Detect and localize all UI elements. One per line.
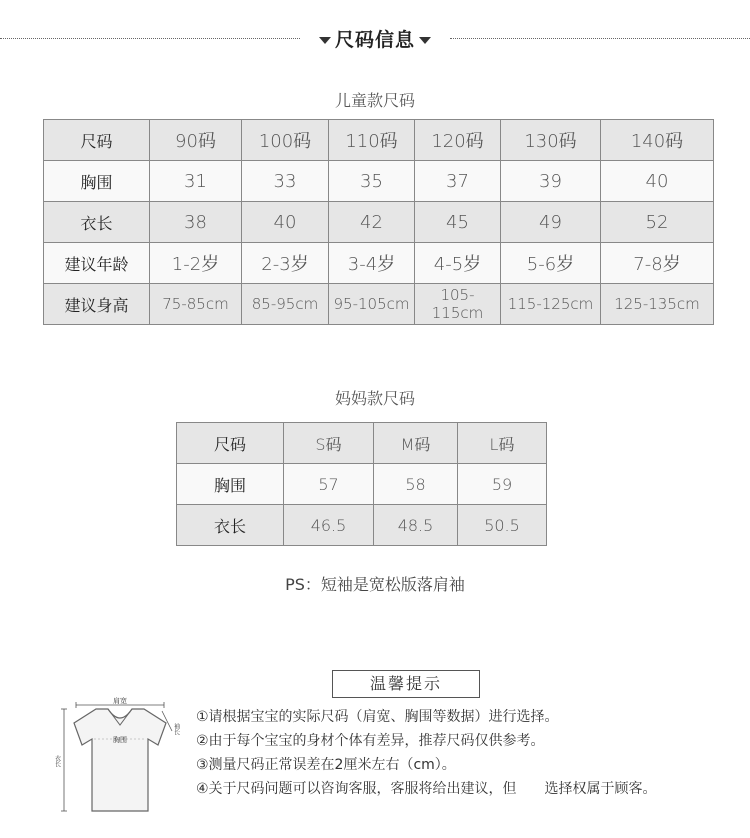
table-cell: 3-4岁 <box>329 243 415 284</box>
table-row <box>177 505 547 546</box>
row-label: 尺码 <box>44 120 150 161</box>
table-row <box>44 120 714 161</box>
tshirt-measure-diagram <box>53 693 186 818</box>
chest-label: 胸围 <box>113 736 127 744</box>
table-cell: 33 <box>242 161 329 202</box>
table-cell: 42 <box>329 202 415 243</box>
kids-size-title: 儿童款尺码 <box>334 91 415 110</box>
table-cell: L码 <box>458 423 547 464</box>
triangle-down-icon <box>419 37 431 44</box>
mom-size-table <box>176 422 547 546</box>
table-cell: 50.5 <box>458 505 547 546</box>
header-divider-left <box>0 38 300 39</box>
table-cell: 31 <box>150 161 242 202</box>
table-cell: 85-95cm <box>242 284 329 325</box>
triangle-down-icon <box>319 37 331 44</box>
table-cell: 35 <box>329 161 415 202</box>
row-label: 尺码 <box>177 423 284 464</box>
table-cell: 57 <box>284 464 374 505</box>
header-divider-right <box>450 38 750 39</box>
table-cell: 115-125cm <box>501 284 601 325</box>
table-row <box>44 202 714 243</box>
shoulder-label: 肩宽 <box>113 697 127 705</box>
table-cell: 39 <box>501 161 601 202</box>
table-row <box>44 284 714 325</box>
table-cell: 90码 <box>150 120 242 161</box>
table-cell: 4-5岁 <box>415 243 501 284</box>
mom-size-title: 妈妈款尺码 <box>334 389 415 408</box>
row-label: 衣长 <box>44 202 150 243</box>
table-cell: 45 <box>415 202 501 243</box>
ps-note: PS：短袖是宽松版落肩袖 <box>285 575 465 594</box>
tips-list <box>196 705 736 801</box>
tip-item: ②由于每个宝宝的身材个体有差异，推荐尺码仅供参考。 <box>196 733 545 749</box>
table-row <box>177 464 547 505</box>
row-label: 胸围 <box>177 464 284 505</box>
table-cell: 2-3岁 <box>242 243 329 284</box>
table-cell: S码 <box>284 423 374 464</box>
table-cell: 95-105cm <box>329 284 415 325</box>
kids-size-table <box>43 119 714 325</box>
table-cell: 58 <box>374 464 458 505</box>
table-cell: 100码 <box>242 120 329 161</box>
length-label: 衣长 <box>53 755 61 767</box>
table-cell: 40 <box>242 202 329 243</box>
table-cell: 120码 <box>415 120 501 161</box>
table-cell: 37 <box>415 161 501 202</box>
table-row <box>177 423 547 464</box>
row-label: 衣长 <box>177 505 284 546</box>
row-label: 胸围 <box>44 161 150 202</box>
table-cell: 7-8岁 <box>601 243 714 284</box>
page-title-text: 尺码信息 <box>334 29 415 51</box>
tips-title: 温馨提示 <box>332 670 480 698</box>
row-label: 建议年龄 <box>44 243 150 284</box>
table-cell: 38 <box>150 202 242 243</box>
tip-item: ①请根据宝宝的实际尺码（肩宽、胸围等数据）进行选择。 <box>196 709 559 725</box>
sleeve-label: 袖长 <box>172 723 180 735</box>
table-cell: 1-2岁 <box>150 243 242 284</box>
table-cell: 130码 <box>501 120 601 161</box>
table-cell: 140码 <box>601 120 714 161</box>
table-cell: 59 <box>458 464 547 505</box>
table-cell: 52 <box>601 202 714 243</box>
tip-item: ③测量尺码正常误差在2厘米左右（cm）。 <box>196 757 456 773</box>
table-cell: 5-6岁 <box>501 243 601 284</box>
table-cell: 75-85cm <box>150 284 242 325</box>
table-cell: 105-115cm <box>415 284 501 325</box>
table-cell: 46.5 <box>284 505 374 546</box>
page-title <box>300 25 450 52</box>
row-label: 建议身高 <box>44 284 150 325</box>
table-cell: 125-135cm <box>601 284 714 325</box>
table-cell: M码 <box>374 423 458 464</box>
tip-item: ④关于尺码问题可以咨询客服，客服将给出建议，但 选择权属于顾客。 <box>196 781 657 797</box>
table-cell: 49 <box>501 202 601 243</box>
table-row <box>44 243 714 284</box>
table-cell: 110码 <box>329 120 415 161</box>
table-cell: 48.5 <box>374 505 458 546</box>
table-cell: 40 <box>601 161 714 202</box>
table-row <box>44 161 714 202</box>
